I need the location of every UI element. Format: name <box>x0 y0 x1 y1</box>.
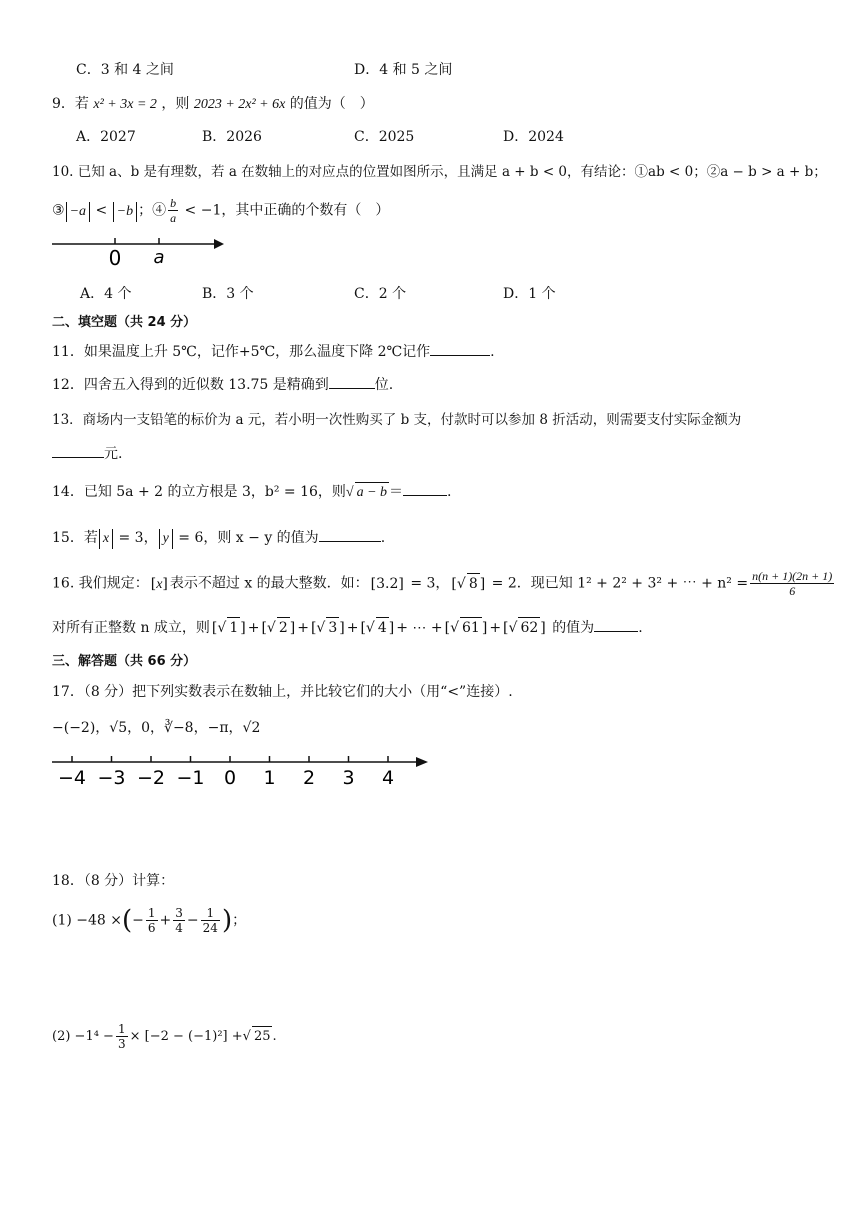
axis-tick-label: 2 <box>302 767 316 789</box>
q18-part-2: (2) −1⁴ − $\frac{1}{3}$ × [−2 − (−1)²] +√ 25 . <box>52 1022 277 1051</box>
question-14: 14．已知 5a + 2 的立方根是 3，b² = 16，则√ a − b ＝ . <box>52 481 451 503</box>
question-12: 12．四舍五入得到的近似数 13.75 是精确到 位. <box>52 374 393 395</box>
q9-equation: x² + 3x = 2 <box>93 97 157 112</box>
q18-part-1: (1) −48 ×(− $\frac{1}{6}$ + $\frac{3}{4}$ − $\frac{1}{24}$ )； <box>52 905 247 936</box>
question-11: 11．如果温度上升 5℃，记作+5℃，那么温度下降 2℃记作 . <box>52 341 495 362</box>
axis-label-zero: 0 <box>108 246 122 270</box>
question-10-line1: 10. 已知 a、b 是有理数，若 a 在数轴上的对应点的位置如图所示，且满足 a + b < 0，有结论：①ab < 0；②a − b > a + b； <box>52 164 827 180</box>
q10-option-b: B．3 个 <box>202 286 254 302</box>
axis-tick-label: 1 <box>263 767 276 789</box>
q9-expression: 2023 + 2x² + 6x <box>193 97 286 112</box>
abs-neg-a: −a <box>66 202 90 222</box>
question-9: 9．若 x² + 3x = 2 ，则 2023 + 2x² + 6x 的值为（ ） <box>52 96 374 112</box>
sum-of-squares-formula: $\frac{n(n + 1)(2n + 1)}{6}$ <box>752 569 833 598</box>
question-16-line2: 对所有正整数 n 成立，则 [√ 1 ] + [√ 2 ] + [√ 3 ] + [√ 4 ] + ⋯ + [√ 61 ] + [√ 62 ] 的值为 . <box>52 617 643 638</box>
q10-option-c: C．2 个 <box>354 286 407 302</box>
axis-tick-label: 3 <box>342 767 355 789</box>
fraction-b-over-a: $\frac{b}{a}$ <box>170 196 177 225</box>
section-solutions-title: 三、解答题（共 66 分） <box>52 654 197 669</box>
q14-answer-blank[interactable] <box>403 481 447 496</box>
axis-tick-label: −4 <box>57 767 87 789</box>
question-18: 18．（8 分）计算： <box>52 873 175 889</box>
abs-neg-b: −b <box>113 202 137 222</box>
axis-tick-label: −1 <box>176 767 205 789</box>
q9-option-a: A．2027 <box>76 129 136 145</box>
axis-tick-label: −3 <box>97 767 126 789</box>
q10-option-a: A．4 个 <box>80 286 132 302</box>
q8-option-c: C．3 和 4 之间 <box>76 62 174 78</box>
q12-answer-blank[interactable] <box>329 374 375 389</box>
question-10-line2: ③ −a < −b ；④ $\frac{b}{a}$ < −1，其中正确的个数有（ ） <box>52 196 390 225</box>
question-16: 16. 我们规定： [x] 表示不超过 x 的最大整数．如： [3.2] = 3， [√ 8 ] = 2．现已知 1² + 2² + 3² + ⋯ + n² = $\frac{n(n + 1)(2n + 1)}{6}$ <box>52 569 833 598</box>
section-fill-in-title: 二、填空题（共 24 分） <box>52 315 197 330</box>
q15-answer-blank[interactable] <box>319 527 381 542</box>
question-13: 13．商场内一支铅笔的标价为 a 元，若小明一次性购买了 b 支，付款时可以参加 8 折活动，则需要支付实际金额为 <box>52 412 742 428</box>
q9-option-b: B．2026 <box>202 129 262 145</box>
q10-number-line <box>48 232 238 272</box>
q17-numbers: −(−2)，√5，0，∛−8，−π，√2 <box>52 720 261 736</box>
question-13-line2: 元. <box>52 443 122 464</box>
q16-answer-blank[interactable] <box>594 617 638 632</box>
axis-tick-label: 4 <box>381 767 395 789</box>
question-15: 15．若 x = 3， y = 6，则 x − y 的值为 . <box>52 527 385 549</box>
q10-option-d: D．1 个 <box>503 286 556 302</box>
q17-number-line <box>48 748 438 792</box>
axis-label-a: a <box>153 247 165 268</box>
question-17: 17．（8 分）把下列实数表示在数轴上，并比较它们的大小（用“<”连接）. <box>52 684 513 700</box>
q13-answer-blank[interactable] <box>52 443 104 458</box>
axis-tick-label: 0 <box>223 767 237 789</box>
sqrt-a-minus-b: a − b <box>355 482 389 503</box>
q9-option-c: C．2025 <box>354 129 415 145</box>
q11-answer-blank[interactable] <box>430 341 490 356</box>
axis-tick-label: −2 <box>136 767 166 789</box>
q9-option-d: D．2024 <box>503 129 564 145</box>
q8-option-d: D．4 和 5 之间 <box>354 62 453 78</box>
